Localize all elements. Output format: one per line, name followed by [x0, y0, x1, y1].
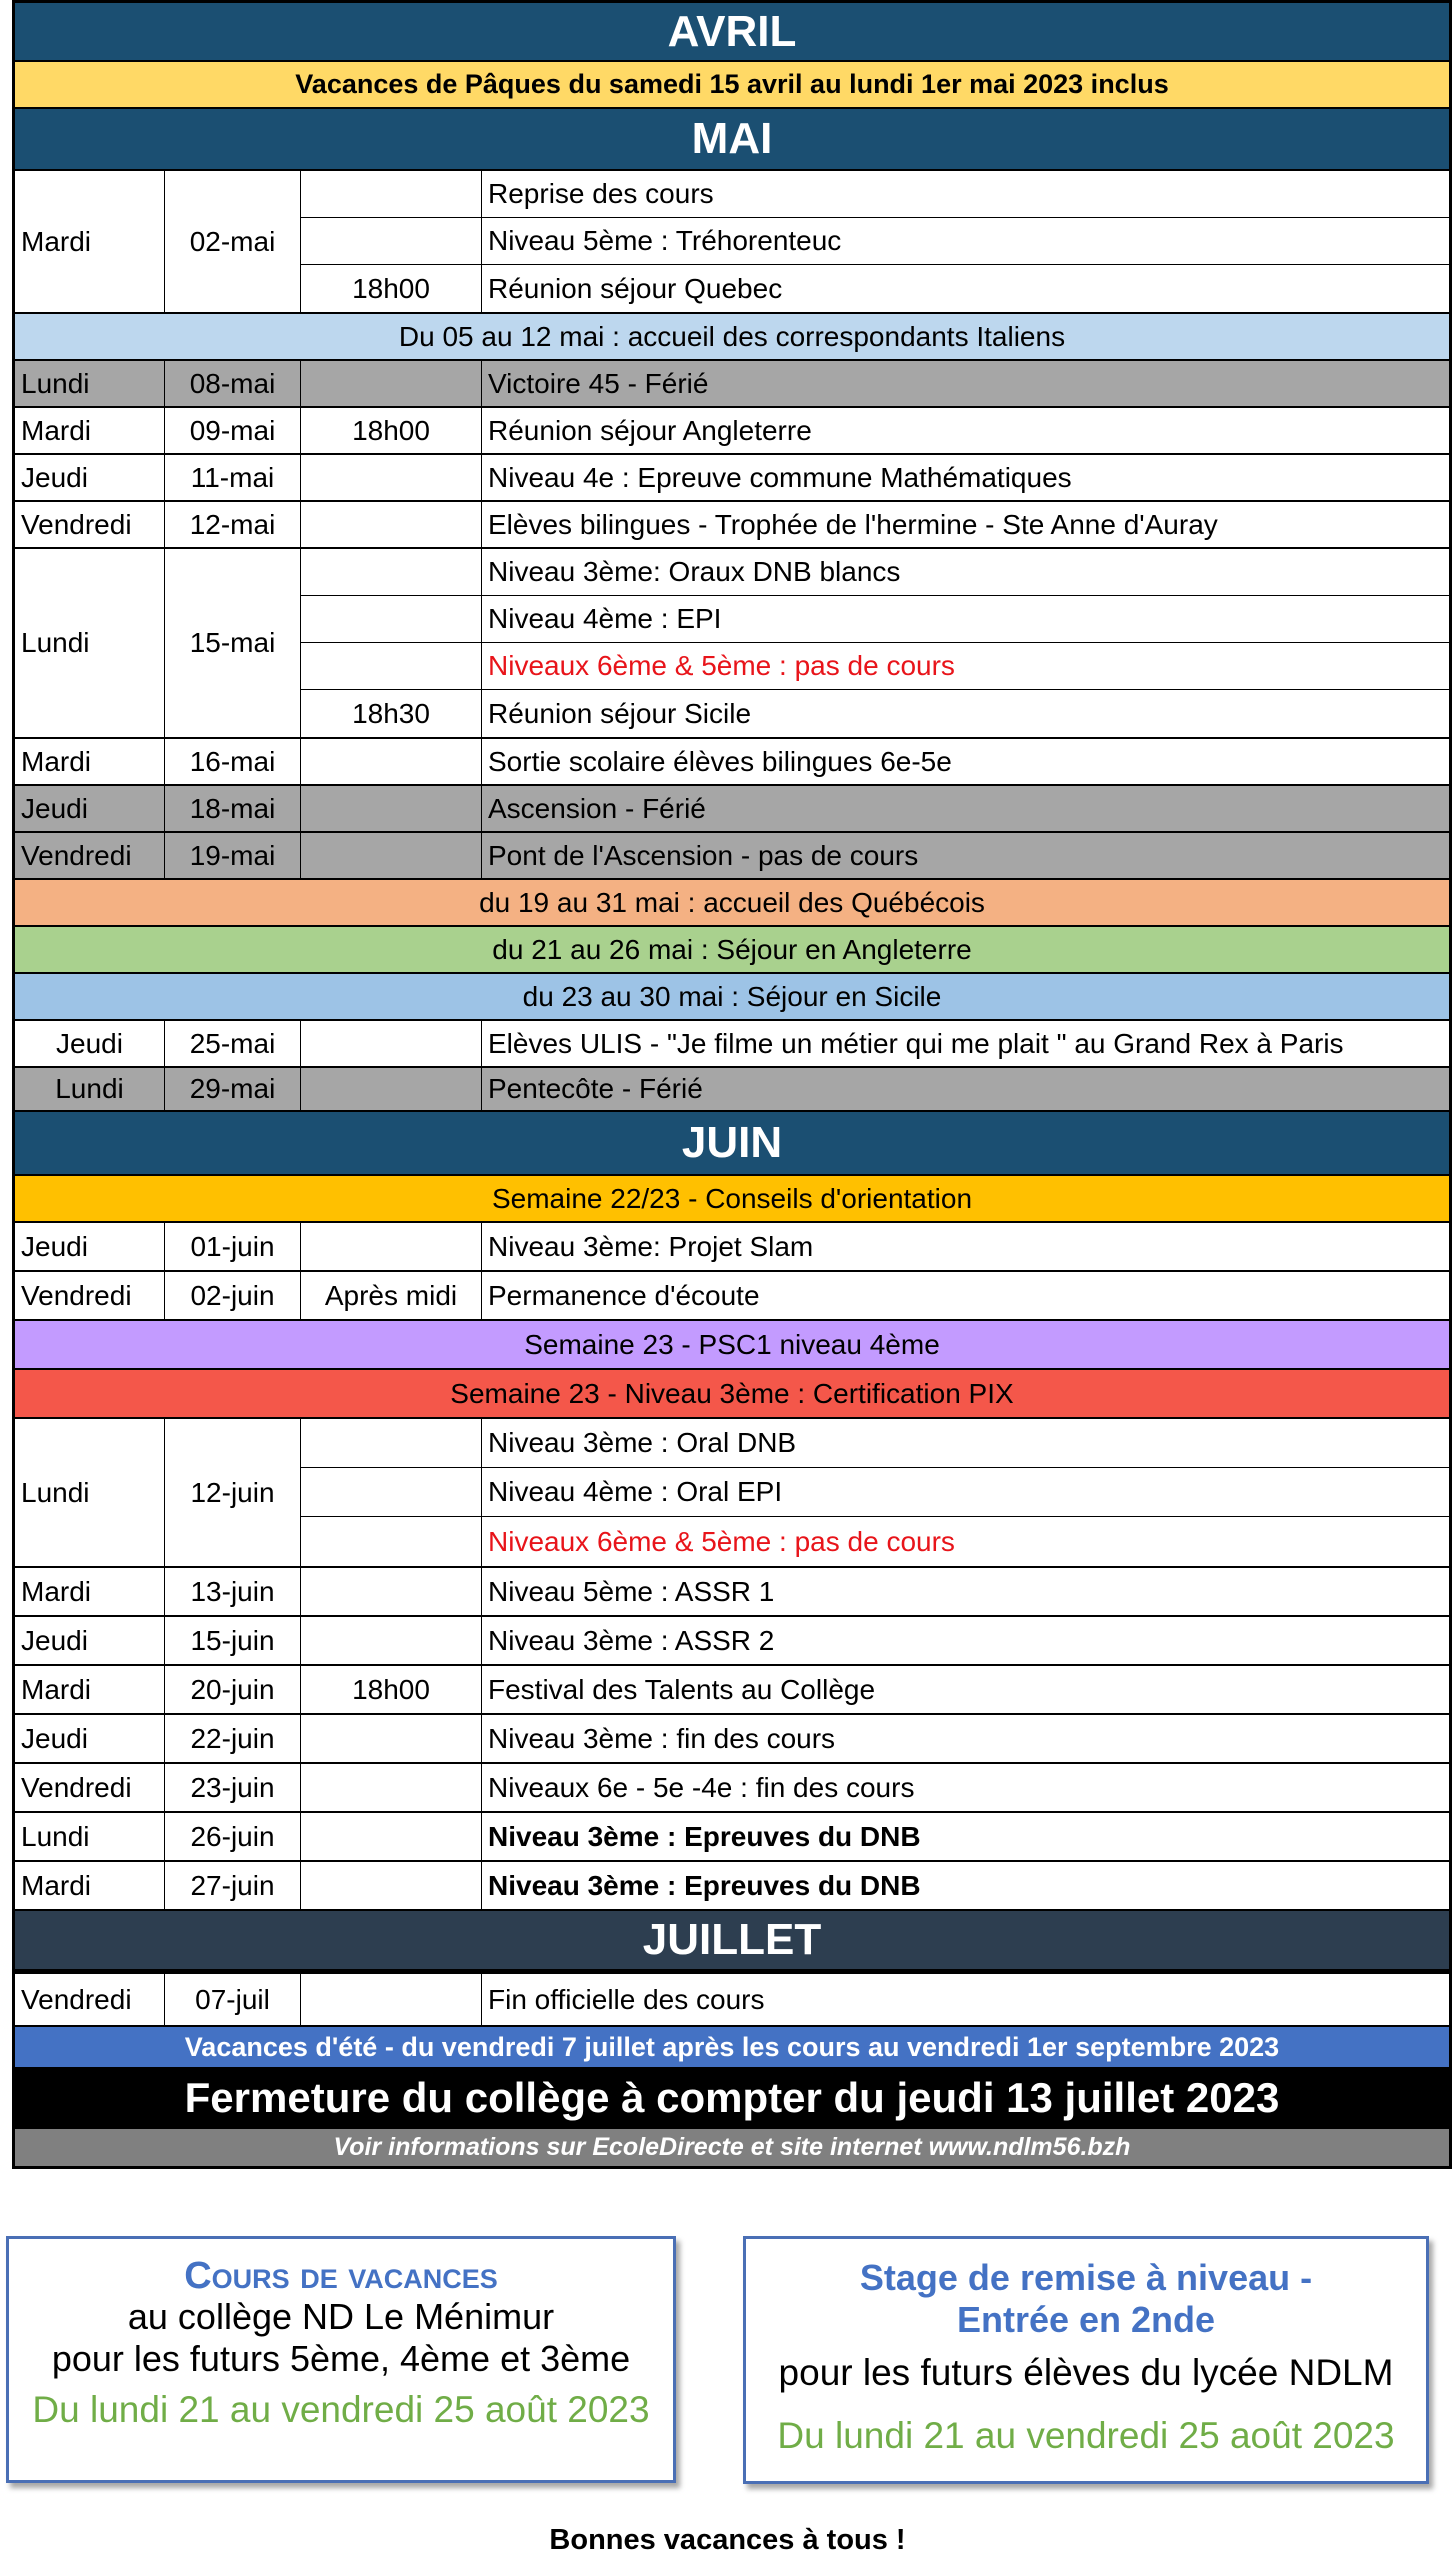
table-row	[15, 1617, 1449, 1666]
date-cell: 12-juin	[165, 1419, 301, 1566]
day-cell: Jeudi	[15, 455, 165, 500]
date-cell: 23-juin	[165, 1764, 301, 1811]
event-group-12-juin	[15, 1419, 1449, 1568]
date-cell: 18-mai	[165, 786, 301, 831]
day-cell: Lundi	[15, 361, 165, 406]
time-cell: Après midi	[301, 1272, 482, 1319]
month-title: JUILLET	[642, 1915, 822, 1964]
month-title: MAI	[691, 114, 773, 163]
event-text: Niveau 3ème : Epreuves du DNB	[488, 1869, 921, 1901]
day-cell: Jeudi	[15, 1021, 165, 1066]
date-cell: 25-mai	[165, 1021, 301, 1066]
banner-text: Semaine 23 - Niveau 3ème : Certification PIX	[450, 1377, 1014, 1409]
banner-conseils-orientation	[15, 1176, 1449, 1223]
event-text: Niveaux 6e - 5e -4e : fin des cours	[488, 1771, 915, 1803]
banner-quebecois	[15, 880, 1449, 927]
date-cell: 08-mai	[165, 361, 301, 406]
event-text: Niveau 4ème : Oral EPI	[488, 1476, 783, 1507]
event-text: Festival des Talents au Collège	[488, 1673, 876, 1705]
banner-correspondants-italiens	[15, 314, 1449, 361]
table-row	[15, 1715, 1449, 1764]
time-cell: 18h00	[301, 265, 482, 312]
event-text: Fin officielle des cours	[488, 1983, 765, 2015]
table-row	[15, 1862, 1449, 1911]
day-cell: Jeudi	[15, 786, 165, 831]
time-cell	[301, 1021, 482, 1066]
time-cell	[301, 643, 482, 689]
table-row	[15, 1813, 1449, 1862]
event-text: Permanence d'écoute	[488, 1279, 760, 1311]
farewell-text: Bonnes vacances à tous !	[549, 2524, 906, 2556]
time-cell	[301, 455, 482, 500]
cours-vacances-box	[6, 2236, 676, 2483]
date-cell: 07-juil	[165, 1974, 301, 2025]
time-cell: 18h00	[301, 1666, 482, 1713]
banner-text: Vacances de Pâques du samedi 15 avril au lundi 1er mai 2023 inclus	[295, 69, 1169, 99]
date-cell: 12-mai	[165, 502, 301, 547]
box-line: pour les futurs 5ème, 4ème et 3ème	[51, 2338, 631, 2379]
time-cell	[301, 1419, 482, 1467]
day-cell: Vendredi	[15, 833, 165, 878]
box-dates: Du lundi 21 au vendredi 25 août 2023	[32, 2389, 650, 2430]
time-cell	[301, 1568, 482, 1615]
table-row	[301, 1517, 1449, 1566]
day-cell: Lundi	[15, 1068, 165, 1110]
time-cell	[301, 1764, 482, 1811]
event-text: Niveau 5ème : ASSR 1	[488, 1575, 775, 1607]
event-text: Reprise des cours	[488, 178, 714, 209]
day-cell: Vendredi	[15, 1272, 165, 1319]
day-cell: Mardi	[15, 1666, 165, 1713]
time-cell	[301, 596, 482, 642]
day-cell: Mardi	[15, 1862, 165, 1909]
day-cell: Jeudi	[15, 1223, 165, 1270]
box-line: pour les futurs élèves du lycée NDLM	[778, 2352, 1394, 2393]
time-cell	[301, 1617, 482, 1664]
date-cell: 09-mai	[165, 408, 301, 453]
date-cell: 26-juin	[165, 1813, 301, 1860]
day-cell: Vendredi	[15, 1974, 165, 2025]
table-row	[15, 1272, 1449, 1321]
banner-text: Semaine 22/23 - Conseils d'orientation	[491, 1182, 973, 1214]
day-cell: Lundi	[15, 1813, 165, 1860]
time-cell	[301, 1862, 482, 1909]
table-row	[15, 833, 1449, 880]
day-cell: Vendredi	[15, 1764, 165, 1811]
banner-text: Vacances d'été - du vendredi 7 juillet après les cours au vendredi 1er septembre 2023	[184, 2031, 1280, 2062]
month-title: JUIN	[681, 1118, 783, 1167]
time-cell	[301, 1715, 482, 1762]
table-row	[15, 455, 1449, 502]
event-text: Réunion séjour Quebec	[488, 272, 783, 304]
banner-sicile	[15, 974, 1449, 1021]
time-cell: 18h00	[301, 408, 482, 453]
event-text: Réunion séjour Angleterre	[488, 414, 812, 446]
time-cell: 18h30	[301, 690, 482, 737]
event-text-warning: Niveaux 6ème & 5ème : pas de cours	[488, 1525, 955, 1557]
table-row	[15, 786, 1449, 833]
table-row	[15, 1021, 1449, 1068]
day-cell: Mardi	[15, 1568, 165, 1615]
time-cell	[301, 1468, 482, 1516]
event-text: Niveau 4e : Epreuve commune Mathématiques	[488, 461, 1072, 493]
banner-informations	[15, 2129, 1449, 2169]
time-cell	[301, 502, 482, 547]
table-row	[15, 502, 1449, 549]
table-row	[301, 596, 1449, 643]
month-header-mai	[15, 109, 1449, 171]
day-cell: Mardi	[15, 739, 165, 784]
event-text-warning: Niveaux 6ème & 5ème : pas de cours	[488, 650, 955, 681]
table-row	[15, 739, 1449, 786]
time-cell	[301, 1974, 482, 2025]
box-title: Entrée en 2nde	[956, 2299, 1216, 2340]
table-row	[301, 265, 1449, 312]
table-row	[15, 1971, 1449, 2027]
time-cell	[301, 549, 482, 595]
banner-text: du 21 au 26 mai : Séjour en Angleterre	[492, 933, 972, 965]
table-row	[15, 1764, 1449, 1813]
date-cell: 22-juin	[165, 1715, 301, 1762]
table-row	[301, 171, 1449, 218]
time-cell	[301, 1517, 482, 1566]
date-cell: 01-juin	[165, 1223, 301, 1270]
time-cell	[301, 739, 482, 784]
month-title: AVRIL	[667, 6, 797, 56]
event-text: Elèves ULIS - "Je filme un métier qui me plait " au Grand Rex à Paris	[488, 1027, 1344, 1059]
day-cell: Vendredi	[15, 502, 165, 547]
event-text: Niveau 5ème : Tréhorenteuc	[488, 225, 842, 256]
banner-certification-pix	[15, 1370, 1449, 1419]
banner-vacances-paques	[15, 62, 1449, 109]
day-cell: Lundi	[15, 1419, 165, 1566]
date-cell: 02-juin	[165, 1272, 301, 1319]
time-cell	[301, 218, 482, 264]
banner-text: du 23 au 30 mai : Séjour en Sicile	[522, 980, 942, 1012]
table-row	[301, 549, 1449, 596]
time-cell	[301, 833, 482, 878]
event-text: Victoire 45 - Férié	[488, 367, 709, 399]
day-cell: Jeudi	[15, 1617, 165, 1664]
event-text: Niveau 4ème : EPI	[488, 603, 722, 634]
time-cell	[301, 1068, 482, 1110]
table-row	[301, 218, 1449, 265]
table-row	[15, 408, 1449, 455]
date-cell: 13-juin	[165, 1568, 301, 1615]
date-cell: 02-mai	[165, 171, 301, 312]
banner-text: Fermeture du collège à compter du jeudi 13 juillet 2023	[184, 2074, 1280, 2121]
banner-text: Voir informations sur EcoleDirecte et site internet www.ndlm56.bzh	[333, 2133, 1131, 2161]
day-cell: Mardi	[15, 408, 165, 453]
banner-text: du 19 au 31 mai : accueil des Québécois	[479, 886, 985, 918]
event-text: Pont de l'Ascension - pas de cours	[488, 839, 919, 871]
date-cell: 29-mai	[165, 1068, 301, 1110]
month-header-juillet	[15, 1911, 1449, 1971]
event-text: Niveau 3ème : Epreuves du DNB	[488, 1820, 921, 1852]
table-row	[15, 1666, 1449, 1715]
calendar-sheet	[12, 0, 1452, 2169]
event-text: Elèves bilingues - Trophée de l'hermine - Ste Anne d'Auray	[488, 508, 1218, 540]
date-cell: 11-mai	[165, 455, 301, 500]
banner-fermeture-college	[15, 2069, 1449, 2129]
day-cell: Lundi	[15, 549, 165, 737]
date-cell: 20-juin	[165, 1666, 301, 1713]
banner-psc1	[15, 1321, 1449, 1370]
date-cell: 19-mai	[165, 833, 301, 878]
date-cell: 15-mai	[165, 549, 301, 737]
box-line: au collège ND Le Ménimur	[127, 2296, 555, 2337]
event-text: Réunion séjour Sicile	[488, 697, 752, 729]
event-text: Niveau 3ème: Projet Slam	[488, 1230, 814, 1262]
table-row	[301, 1419, 1449, 1468]
month-header-juin	[15, 1112, 1449, 1176]
event-text: Niveau 3ème: Oraux DNB blancs	[488, 556, 901, 587]
month-header-avril	[15, 0, 1449, 62]
event-group-02-mai	[15, 171, 1449, 314]
table-row	[301, 1468, 1449, 1517]
table-row	[15, 1568, 1449, 1617]
table-row	[15, 1068, 1449, 1112]
table-row	[301, 643, 1449, 690]
banner-angleterre	[15, 927, 1449, 974]
table-row	[15, 361, 1449, 408]
date-cell: 16-mai	[165, 739, 301, 784]
box-title: Stage de remise à niveau -	[859, 2257, 1313, 2298]
event-text: Sortie scolaire élèves bilingues 6e-5e	[488, 745, 952, 777]
banner-text: Semaine 23 - PSC1 niveau 4ème	[524, 1328, 940, 1360]
table-row	[15, 1223, 1449, 1272]
event-text: Ascension - Férié	[488, 792, 706, 824]
box-title: Cours de vacances	[184, 2255, 498, 2297]
time-cell	[301, 361, 482, 406]
time-cell	[301, 171, 482, 217]
day-cell: Mardi	[15, 171, 165, 312]
event-text: Niveau 3ème : Oral DNB	[488, 1427, 797, 1458]
time-cell	[301, 786, 482, 831]
date-cell: 27-juin	[165, 1862, 301, 1909]
event-text: Niveau 3ème : ASSR 2	[488, 1624, 775, 1656]
time-cell	[301, 1813, 482, 1860]
day-cell: Jeudi	[15, 1715, 165, 1762]
event-group-15-mai	[15, 549, 1449, 739]
box-dates: Du lundi 21 au vendredi 25 août 2023	[777, 2415, 1395, 2456]
table-row	[301, 690, 1449, 737]
stage-remise-niveau-box	[743, 2236, 1429, 2484]
event-text: Pentecôte - Férié	[488, 1073, 703, 1104]
event-text: Niveau 3ème : fin des cours	[488, 1722, 836, 1754]
banner-text: Du 05 au 12 mai : accueil des correspondants Italiens	[398, 320, 1066, 352]
time-cell	[301, 1223, 482, 1270]
banner-vacances-ete	[15, 2027, 1449, 2069]
date-cell: 15-juin	[165, 1617, 301, 1664]
